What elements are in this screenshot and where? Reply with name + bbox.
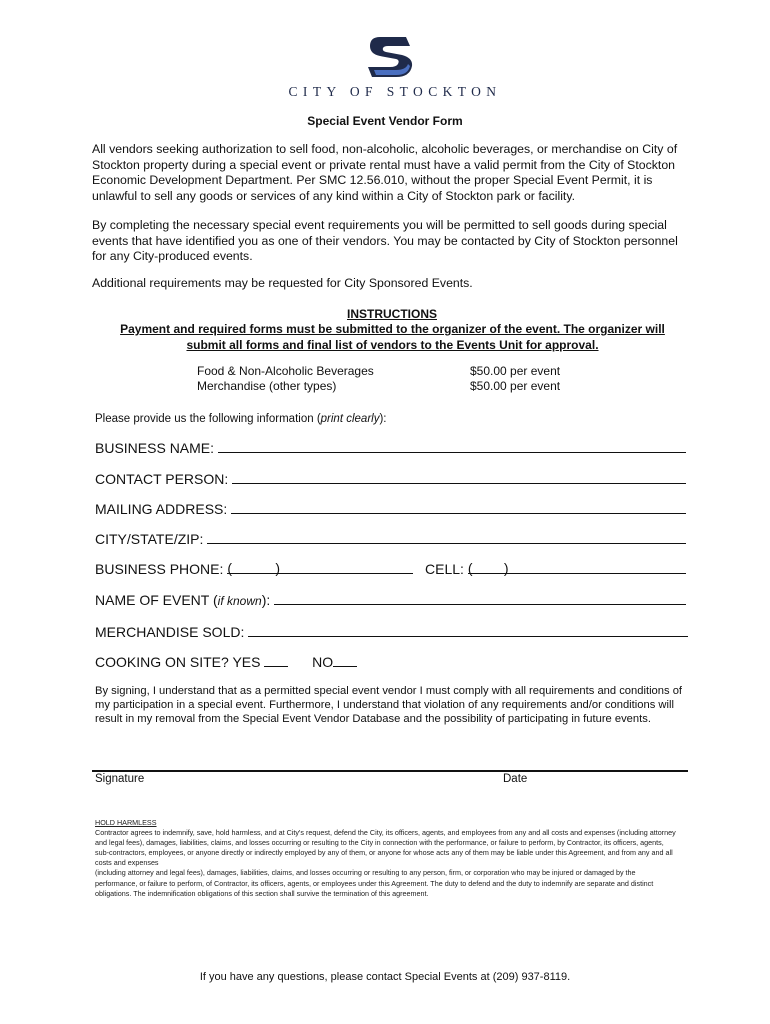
fee-price-merchandise: $50.00 per event [470,379,561,393]
intro-paragraph-1: All vendors seeking authorization to sell food, non-alcoholic, alcoholic beverages, or merchandise on City of Stockton property during a special event or private rental must have a valid permit from the City of Stockton Economic Development Department. Per SMC 12.56.010, without the proper Special Event Permit, it is unlawful to sell any goods or services of any kind within a City of Stockton park or facility. [92,142,678,203]
hold-harmless-line: obligations. The indemnification obligations of this section shall survive the termination of this agreement. [95,888,429,898]
city-name: CITY OF STOCKTON [288,84,502,99]
footer-contact: If you have any questions, please contact Special Events at (209) 937-8119. [199,971,571,983]
hold-harmless-line: costs and expenses [95,858,159,868]
city-state-zip-field[interactable]: CITY/STATE/ZIP: [95,527,686,547]
business-phone-field[interactable]: BUSINESS PHONE: ( ) [95,557,413,577]
hold-harmless-section [95,818,695,899]
cell-field[interactable]: CELL: ( ) [425,557,686,577]
business-name-field[interactable]: BUSINESS NAME: [95,436,686,456]
contact-person-field[interactable]: CONTACT PERSON: [95,467,686,487]
hold-harmless-line: Contractor agrees to indemnify, save, hold harmless, and at City's request, defend the City, its officers, agents, and employees from any and all costs and expenses (including attorney [95,828,676,838]
form-title: Special Event Vendor Form [307,114,463,128]
yes-blank[interactable] [264,665,288,667]
city-of-stockton-logo [366,34,416,84]
fee-price-food: $50.00 per event [470,364,561,378]
fee-item-food: Food & Non-Alcoholic Beverages [197,364,374,378]
hold-harmless-line: performance, or failure to perform, of Contractor, its officers, agents, or employees under this Agreement. The duty to defend and the duty to indemnify are separate and distinct [95,878,654,888]
agreement-text: By signing, I understand that as a permitted special event vendor I must comply with all requirements and conditions of my participation in a special event. Furthermore, I understand that violation of any requirements and/or conditions will result in my removal from the Special Event Vendor Database and the possibility of participating in future events. [95,685,683,725]
fee-item-merchandise: Merchandise (other types) [197,379,337,393]
date-label: Date [503,773,528,785]
instructions-text: Payment and required forms must be submitted to the organizer of the event. The organizer will submit all forms and final list of vendors to the Events Unit for approval. [120,322,665,352]
no-blank[interactable] [333,665,357,667]
mailing-address-field[interactable]: MAILING ADDRESS: [95,497,686,517]
hold-harmless-line: sub-contractors, employees, or anyone directly or indirectly employed by any of them, or anyone for whose acts any of them may be liable under this Agreement, and from any and all [95,848,673,858]
intro-paragraph-3: Additional requirements may be requested for City Sponsored Events. [92,276,473,290]
merchandise-sold-field[interactable]: MERCHANDISE SOLD: [95,620,688,640]
name-of-event-field[interactable]: NAME OF EVENT (if known): [95,588,686,608]
hold-harmless-line: (including attorney and legal fees), damages, liabilities, claims, and losses occurring or resulting to any person, firm, or corporation who may be injured or damaged by the [95,868,636,878]
signature-label: Signature [95,773,145,785]
hold-harmless-heading: HOLD HARMLESS [95,818,157,827]
signature-line[interactable] [92,770,688,772]
hold-harmless-line: and legal fees), damages, liabilities, claims, and losses occurring or resulting to the City in connection with the performance, or failure to perform, by Contractor, its officers, agents, [95,838,664,848]
instructions-heading: INSTRUCTIONS [347,307,437,321]
cooking-on-site-field[interactable]: COOKING ON SITE? YES NO [95,654,357,670]
intro-paragraph-2: By completing the necessary special event requirements you will be permitted to sell goods during special events that have identified you as one of their vendors. You may be contacted by City of Stockton personnel for any City-produced events. [92,218,678,263]
info-prompt: Please provide us the following information (print clearly): [95,413,387,425]
